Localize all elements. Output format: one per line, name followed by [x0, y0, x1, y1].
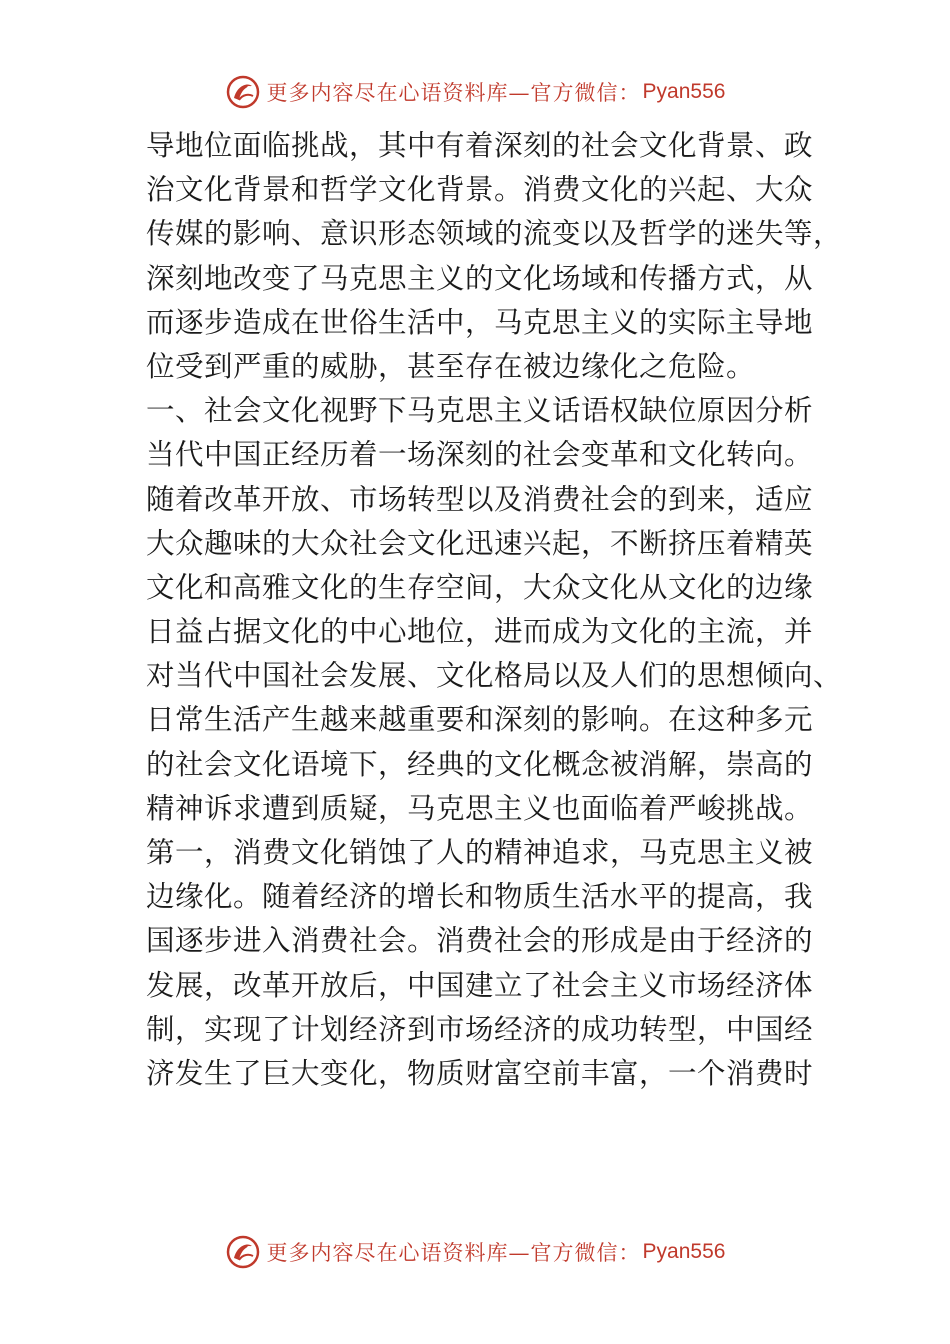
- document-body: [146, 124, 843, 1096]
- section-heading: 一、社会文化视野下马克思主义话语权缺位原因分析: [146, 394, 814, 428]
- footer-banner-handle: Pyan556: [642, 1240, 726, 1263]
- body-line: 国逐步进入消费社会。消费社会的形成是由于经济的: [146, 924, 814, 958]
- body-line: 第一，消费文化销蚀了人的精神追求，马克思主义被: [146, 836, 814, 869]
- header-banner-text: 更多内容尽在心语资料库—官方微信：: [266, 81, 641, 105]
- footer-banner-text: 更多内容尽在心语资料库—官方微信：: [266, 1241, 641, 1265]
- header-banner-handle: Pyan556: [642, 80, 726, 103]
- red-circle-swirl-logo-icon: [225, 74, 261, 110]
- body-line: 的社会文化语境下，经典的文化概念被消解，崇高的: [146, 747, 814, 781]
- body-line: 文化和高雅文化的生存空间，大众文化从文化的边缘: [146, 570, 814, 604]
- body-line: 对当代中国社会发展、文化格局以及人们的思想倾向、: [146, 659, 843, 693]
- body-line: 日益占据文化的中心地位，进而成为文化的主流，并: [146, 615, 814, 649]
- body-line: 当代中国正经历着一场深刻的社会变革和文化转向。: [146, 438, 814, 472]
- body-line: 导地位面临挑战，其中有着深刻的社会文化背景、政: [146, 129, 814, 162]
- body-line: 精神诉求遭到质疑，马克思主义也面临着严峻挑战。: [146, 791, 814, 825]
- body-line: 随着改革开放、市场转型以及消费社会的到来，适应: [146, 482, 814, 516]
- body-line: 大众趣味的大众社会文化迅速兴起，不断挤压着精英: [146, 526, 814, 560]
- body-line: 传媒的影响、意识形态领域的流变以及哲学的迷失等，: [146, 217, 843, 251]
- body-line: 发展，改革开放后，中国建立了社会主义市场经济体: [146, 968, 814, 1002]
- red-circle-swirl-logo-icon: [225, 1234, 261, 1270]
- body-line: 治文化背景和哲学文化背景。消费文化的兴起、大众: [146, 173, 814, 207]
- body-line: 济发生了巨大变化，物质财富空前丰富，一个消费时: [146, 1056, 814, 1090]
- body-line: 深刻地改变了马克思主义的文化场域和传播方式，从: [146, 261, 814, 295]
- header-banner: [0, 72, 950, 112]
- body-line: 位受到严重的威胁，甚至存在被边缘化之危险。: [146, 349, 756, 383]
- body-line: 而逐步造成在世俗生活中，马克思主义的实际主导地: [146, 305, 814, 339]
- body-line: 制，实现了计划经济到市场经济的成功转型，中国经: [146, 1012, 814, 1046]
- body-line: 日常生活产生越来越重要和深刻的影响。在这种多元: [146, 703, 814, 737]
- body-line: 边缘化。随着经济的增长和物质生活水平的提高，我: [146, 880, 814, 914]
- footer-banner: [0, 1232, 950, 1272]
